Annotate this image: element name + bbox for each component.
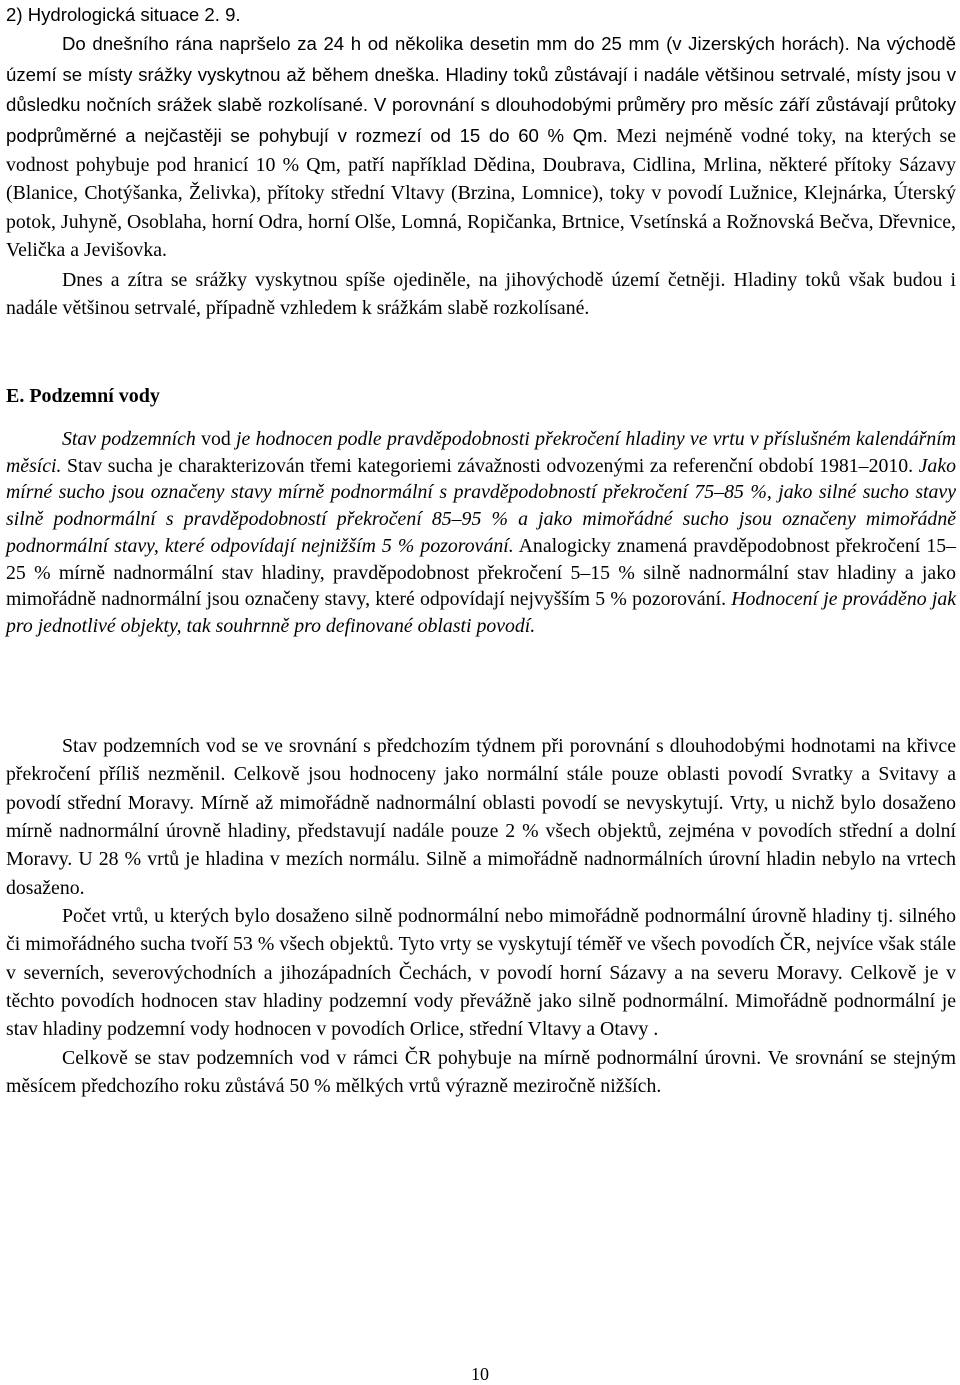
method-s3: je hodnocen podle pravděpodobnosti překročení hladiny ve vrtu v příslušném kalendářním měsíci. [6,428,957,477]
method-s6: Analogicky znamená pravděpodobnost překročení 15–25 % mírně nadnormální stav hladiny, pravděpodobnost překročení 5–15 % silně nadnormální stav hladiny a jako mimořádně nadnormální jsou označeny stavy, které odpovídají nejvyšším 5 % pozorování. [6,534,956,611]
method-s4: Stav sucha je charakterizován třemi kategoriemi závažnosti odvozenými za referenční období 1981–2010. [61,454,914,477]
hydro-p1-serif: Mezi nejméně vodné toky, na kterých se vodnost pohybuje pod hranicí 10 % Qm, patří například Dědina, Doubrava, Cidlina, Mrlina, některé přítoky Sázavy (Blanice, Chotýšanka, Želivka), přítoky střední Vltavy (Brzina, Lomnice), toky v povodí Lužnice, Klejnárka, Úterský potok, Juhyně, Osoblaha, horní Odra, horní Olše, Lomná, Ropičanka, Brtnice, Vsetínská a Rožnovská Bečva, Dřevnice, Velička a Jevišovka. [6,125,956,262]
groundwater-overall-paragraph: Celkově se stav podzemních vod v rámci ČR pohybuje na mírně podnormální úrovni. Ve srovnání se stejným měsícem předchozího roku zůstává 50 % mělkých vrtů výrazně meziročně nižších. [6,1046,956,1098]
hydro-paragraph-1 [6,29,956,266]
groundwater-status [6,732,956,1100]
hydro-paragraph-2: Dnes a zítra se srážky vyskytnou spíše ojediněle, na jihovýchodě území četněji. Hladiny toků však budou i nadále většinou setrvalé, případně vzhledem k srážkám slabě rozkolísané. [6,269,956,320]
hydro-section [6,0,956,322]
hydro-heading: 2) Hydrologická situace 2. 9. [6,4,241,25]
method-s7: Hodnocení je prováděno jak pro jednotlivé objekty, tak souhrnně pro definované oblasti povodí. [6,588,956,637]
hydro-p1-sans: Do dnešního rána napršelo za 24 h od několika desetin mm do 25 mm (v Jizerských horách). Na východě území se místy srážky vyskytnou až během dneška. Hladiny toků zůstávají i nadále většinou setrvalé, místy jsou v důsledku nočních srážek slabě rozkolísané. V porovnání s dlouhodobými průměry pro měsíc září zůstávají průtoky podprůměrné a nejčastěji se pohybují v rozmezí od 15 do 60 % Qm. [6,33,956,147]
method-s2: vod [195,428,237,450]
page-number: 10 [471,1364,489,1384]
groundwater-count-paragraph: Počet vrtů, u kterých bylo dosaženo silně podnormální nebo mimořádně podnormální úrovně hladiny tj. silného či mimořádného sucha tvoří 53 % všech objektů. Tyto vrty se vyskytují téměř ve všech povodích ČR, nejvíce však stále v severních, severovýchodních a jihozápadních Čechách, v povodí horní Sázavy a na severu Moravy. Celkově je v těchto povodích hodnocen stav hladiny podzemní vody převážně jako silně podnormální. Mimořádně podnormální je stav hladiny podzemní vody hodnocen v povodích Orlice, střední Vltavy a Otavy . [6,905,956,1041]
groundwater-heading: E. Podzemní vody [6,385,160,407]
method-s5: Jako mírné sucho jsou označeny stavy mírně podnormální s pravděpodobností překročení 75–85 %, jako silné sucho stavy silně podnormální s pravděpodobností překročení 85–95 % a jako mimořádné sucho jsou označeny mimořádně podnormální stavy, které odpovídají nejnižším 5 % pozorování. [6,454,956,557]
groundwater-method-paragraph [6,426,956,640]
groundwater-state-paragraph: Stav podzemních vod se ve srovnání s předchozím týdnem při porovnání s dlouhodobými hodnotami na křivce překročení příliš nezměnil. Celkově jsou hodnoceny jako normální stále pouze oblasti povodí Svratky a Svitavy a povodí střední Moravy. Mírně až mimořádně nadnormální oblasti povodí se nevyskytují. Vrty, u nichž bylo dosaženo mírně nadnormální úrovně hladiny, představují nadále pouze 2 % všech objektů, zejména v povodích střední a dolní Moravy. U 28 % vrtů je hladina v mezích normálu. Silně a mimořádně nadnormálních úrovní hladin nebylo na vrtech dosaženo. [6,735,956,899]
method-s1: Stav podzemních [62,428,196,450]
